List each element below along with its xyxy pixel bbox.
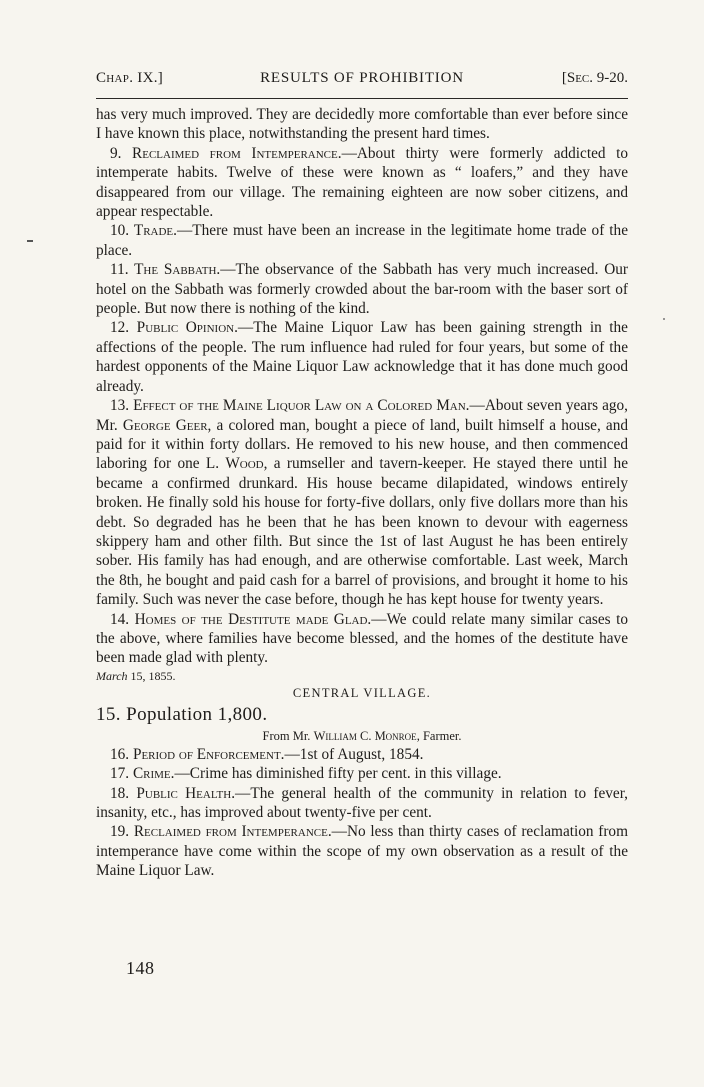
- header-chapter: Chap. IX.]: [96, 70, 164, 86]
- letter-date: [96, 668, 628, 684]
- paragraph-12-heading: 12. Public Opinion.: [110, 319, 238, 337]
- paragraph-18: [96, 784, 628, 823]
- paragraph-17-heading: 17. Crime.: [110, 765, 175, 783]
- header-title: RESULTS OF PROHIBITION: [260, 70, 464, 86]
- paragraph-16-heading: 16. Period of Enforcement.: [110, 745, 285, 763]
- paragraph-13-heading: 13. Effect of the Maine Liquor Law on a Colored Man.: [110, 397, 470, 415]
- paragraph-17: [96, 764, 628, 783]
- paragraph-10: [96, 221, 628, 260]
- date-rest: 15, 1855.: [127, 668, 176, 683]
- person-name: Wood: [225, 455, 264, 473]
- date-month: March: [96, 668, 128, 683]
- paragraph-13: [96, 396, 628, 609]
- page-number: 148: [126, 958, 155, 978]
- paragraph-11: [96, 260, 628, 318]
- paragraph-18-heading: 18. Public Health.: [110, 784, 236, 802]
- paragraph-11-text: —The observance of the Sabbath has very much increased. Our hotel on the Sabbath was formerly crowded about the bar-room with the baser sort of people. But now there is nothing of the kind.: [96, 261, 628, 318]
- paragraph-14-heading: 14. Homes of the Destitute made Glad.: [110, 610, 372, 628]
- paragraph-17-text: —Crime has diminished fifty per cent. in this village.: [174, 765, 502, 783]
- paragraph-10-heading: 10. Trade.: [110, 222, 177, 240]
- page-body: [96, 105, 628, 881]
- paragraph-9-text: —About thirty were formerly addicted to intemperate habits. Twelve of these were known as “ loafers,” and they have disappeared from our village. The remaining eighteen are now sober citizens, and appear respectable.: [96, 144, 628, 221]
- paragraph-11-heading: 11. The Sabbath.: [110, 261, 221, 279]
- margin-mark: [27, 240, 33, 242]
- source-prefix: From Mr.: [262, 728, 314, 743]
- header-section: [Sec. 9-20.: [561, 70, 628, 86]
- running-header: [96, 70, 628, 92]
- paragraph-14: [96, 610, 628, 668]
- source-name: William C. Monroe: [313, 728, 417, 743]
- paragraph-16-text: —1st of August, 1854.: [284, 745, 424, 763]
- paragraph-13-text-b: , a colored man, bought a piece of land, built himself a house, and paid for it within forty dollars. He removed to his new house, and then commenced laboring for one L.: [96, 416, 629, 473]
- margin-dot: [663, 318, 665, 320]
- paragraph-continued: has very much improved. They are decidedly more comfortable than ever before since I have known this place, notwithstanding the present hard times.: [96, 106, 628, 143]
- paragraph-13-text-a: —About seven years ago, Mr.: [96, 397, 629, 434]
- source-suffix: , Farmer.: [416, 728, 462, 743]
- paragraph-19: [96, 822, 628, 880]
- source-line: [96, 728, 628, 745]
- paragraph-9: [96, 144, 628, 222]
- paragraph-15: 15. Population 1,800.: [96, 703, 268, 725]
- paragraph-18-text: —The general health of the community in relation to fever, insanity, etc., has improved about twenty-five per cent.: [96, 784, 629, 821]
- paragraph-16: [96, 745, 628, 764]
- paragraph-19-heading: 19. Reclaimed from Intemperance.: [110, 823, 332, 841]
- paragraph-9-heading: 9. Reclaimed from Intemperance.: [110, 144, 342, 162]
- person-name: George Geer: [122, 416, 208, 434]
- paragraph-13-text-c: , a rumseller and tavern-keeper. He stayed there until he became a confirmed drunkard. His house became dilapidated, windows entirely broken. He finally sold his house for forty-five dollars, only five dollars more than his debt. So degraded has he been that he has been known to devour with eagerness skippery ham and other filth. But since the 1st of last August he has been entirely sober. His family has had enough, and are otherwise comfortable. Last week, March the 8th, he bought and paid cash for a barrel of provisions, and brought it home to his family. Such was never the case before, though he has kept house for twenty years.: [96, 455, 628, 609]
- paragraph-14-text: —We could relate many similar cases to the above, where families have become blessed, and the homes of the destitute have been made glad with plenty.: [96, 610, 628, 667]
- paragraph-19-text: —No less than thirty cases of reclamation from intemperance have come within the scope of my own observation as a result of the Maine Liquor Law.: [96, 823, 628, 880]
- paragraph-10-text: —There must have been an increase in the legitimate home trade of the place.: [96, 222, 628, 259]
- header-rule: [96, 98, 628, 99]
- paragraph-12: [96, 318, 628, 396]
- paragraph-12-text: —The Maine Liquor Law has been gaining strength in the affections of the people. The rum influence had ruled for four years, but some of the hardest opponents of the Maine Liquor Law acknowledge that it has done much good already.: [96, 319, 628, 395]
- section-title: CENTRAL VILLAGE.: [292, 685, 432, 700]
